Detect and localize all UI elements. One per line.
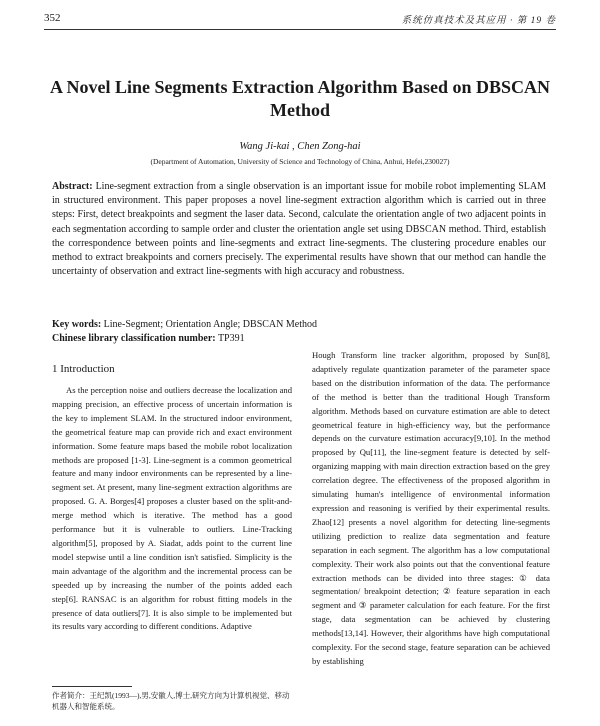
- classification: [52, 332, 546, 346]
- affiliation: (Department of Automation, University of Science and Technology of China, Anhui, Hefei,230027): [150, 157, 450, 166]
- classification-label: Chinese library classification number:: [52, 333, 216, 344]
- keywords-text: Line-Segment; Orientation Angle; DBSCAN Method: [103, 319, 317, 330]
- authors: Wang Ji-kai , Chen Zong-hai: [239, 141, 361, 152]
- right-column: [312, 349, 550, 669]
- left-column: [52, 384, 292, 634]
- footnote: 作者简介：王纪凯(1993—),男,安徽人,博士,研究方向为计算机视觉、移动机器人和智能系统。: [52, 691, 290, 711]
- keywords: [52, 318, 546, 332]
- section-heading: 1 Introduction: [52, 363, 115, 375]
- abstract-text: Line-segment extraction from a single observation is an important issue for mobile robot implementing SLAM in structured environment. This paper proposes a novel line-segment extraction algorithm which is carried out in three steps: First, detect breakpoints and segment the laser data. Second, calculate the orientation angle of two adjacent points in each segmentation according to sample order and cluster the orientation angle set using DBSCAN method. Third, establish the correspondence between points and line-segments and extract line-segments. The clustering procedure enables our method to extract breakpoints and corners precisely. The experimental results have shown that our method can handle the uncertainty of observation and extract line-segments with high accuracy and robustness.: [52, 181, 546, 278]
- paper-title: A Novel Line Segments Extraction Algorithm Based on DBSCAN Method: [49, 77, 550, 120]
- classification-text: TP391: [217, 333, 245, 344]
- journal-title: 系统仿真技术及其应用 · 第 19 卷: [401, 16, 556, 26]
- keywords-label: Key words:: [52, 319, 102, 330]
- footnote-rule: [52, 686, 132, 687]
- abstract: [52, 180, 546, 279]
- header-rule: [44, 29, 556, 30]
- paragraph: As the perception noise and outliers decrease the localization and mapping precision, an effective process of uncertain information is the key to implement SLAM. In the structured indoor environment, the geometrical feature map can provide rich and exact environment information. Some feature maps based the mobile robot localization methods are proposed [1-3]. Line-segment is a common geometrical feature and many indoor environments can be represented by a line-segment set. At present, many line-segment extraction algorithms are proposed. G. A. Borges[4] proposes a cluster based on the split-and-merge method which is iterative. The method has a good performance but it is vulnerable to outliers. Line-Tracking algorithm[5], proposed by A. Siadat, adds point to the current line model stepwise until a line condition isn't satisfied. Simplicity is the main advantage of the algorithm and the incremental process can be speeded up by increasing the number of the points added each step[6]. RANSAC is an algorithm for robust fitting models in the presence of data outliers[7]. It is also simple to be implemented but its results vary according to different conditions. Adaptive: [52, 385, 292, 632]
- paragraph: Hough Transform line tracker algorithm, proposed by Sun[8], adaptively regulate quantization parameter of the parameter space based on the distribution information of the data. The performance of the method is better than the traditional Hough Transform algorithm. Methods based on curvature estimation are able to detect geometrical feature in high-efficiency way, but the performance depends on the curvature estimation accuracy[9,10]. In the method proposed by Qu[11], the line-segment feature is detected by self-organizing mapping with main direction extraction based on the grey correlation degree. The effectiveness of the proposed algorithm in simulating human's intelligence of environmental information expression and reasoning is verified by their experimental results. Zhao[12] presents a novel algorithm for detecting line-segments utilizing prediction to realize data segmentation and feature separation in each segment. The algorithm has a low computational complexity. Their work also points out that the conventional feature extraction methods can be divided into three stages: ① data segmentation/ breakpoint detection; ② feature separation in each segment and ③ parameter calculation for each feature. For the first stage, data segmentation can be achieved by clustering methods[13,14]. However, their algorithms have high computational complexity. For the second stage, feature separation can be achieved by establishing: [312, 350, 550, 666]
- page-number: 352: [44, 12, 61, 24]
- abstract-label: Abstract:: [52, 181, 93, 192]
